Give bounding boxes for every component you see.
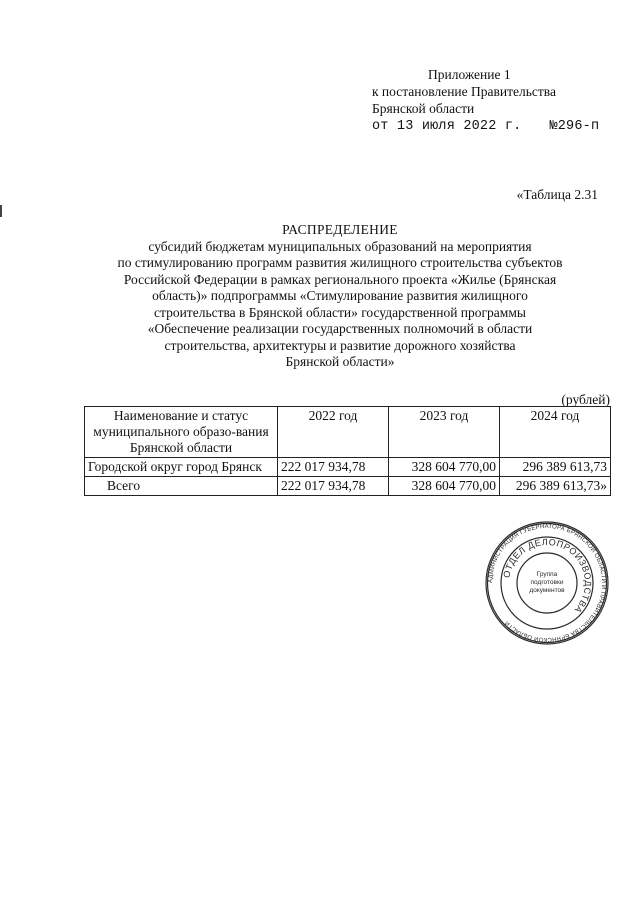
title-block [70,222,610,371]
appendix-region: Брянской области [372,101,475,116]
cell-total-label: Всего [85,477,278,496]
margin-mark [0,205,2,217]
document-number: №296-п [549,119,600,134]
stamp-ring-text: ОТДЕЛ ДЕЛОПРОИЗВОДСТВА [501,536,594,616]
official-stamp [484,520,610,646]
appendix-header [372,66,622,135]
appendix-resolution: к постановление Правительства [372,84,556,99]
cell-2023: 328 604 770,00 [389,458,500,477]
table-row-total [85,477,611,496]
header-2024: 2024 год [500,407,611,458]
document-subtitle: субсидий бюджетам муниципальных образований на мероприятия по стимулированию программ развития жилищного строительства субъектов Российской Федерации в рамках регионального проекта «Жилье (Брянская область)» подпрограммы «Стимулирование развития жилищного строительства в Брянской области» государственной программы «Обеспечение реализации государственных полномочий в области строительства, архитектуры и развитие дорожного хозяйства Брянской области» [117,238,563,369]
subsidy-table [84,406,611,496]
header-municipality: Наименование и статус муниципального образо-вания Брянской области [85,407,278,458]
cell-2024: 296 389 613,73 [500,458,611,477]
stamp-outer-text: АДМИНИСТРАЦИЯ ГУБЕРНАТОРА БРЯНСКОЙ ОБЛАСТИ И ПРАВИТЕЛЬСТВА БРЯНСКОЙ ОБЛАСТИ [487,523,607,643]
stamp-center-line2: подготовки [530,579,564,586]
cell-total-2023: 328 604 770,00 [389,477,500,496]
table-header-row [85,407,611,458]
cell-municipality: Городской округ город Брянск [85,458,278,477]
header-2022: 2022 год [278,407,389,458]
table-label: «Таблица 2.31 [516,187,598,202]
units-label: (рублей) [561,392,610,407]
date-value: 13 июля 2022 г. [396,119,522,134]
appendix-title: Приложение 1 [428,67,511,82]
header-2023: 2023 год [389,407,500,458]
cell-total-2024: 296 389 613,73» [500,477,611,496]
cell-total-2022: 222 017 934,78 [278,477,389,496]
cell-2022: 222 017 934,78 [278,458,389,477]
appendix-date-line [372,118,622,135]
date-prefix: от [372,119,389,134]
stamp-center-line3: документов [529,587,565,594]
table-row [85,458,611,477]
stamp-center-line1: Группа [536,571,558,578]
document-heading: РАСПРЕДЕЛЕНИЕ [282,222,398,237]
stamp-seal [484,520,610,646]
